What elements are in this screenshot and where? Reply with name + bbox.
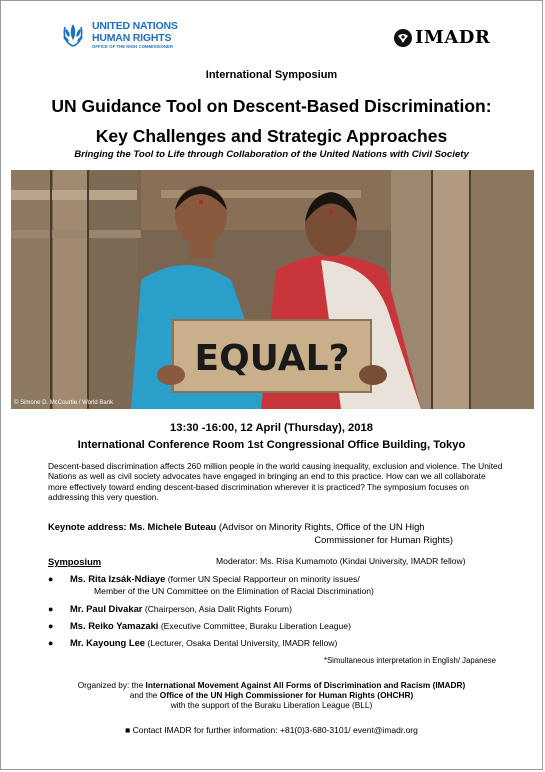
speaker-name: Mr. Paul Divakar [70,603,143,614]
speaker-detail: (Lecturer, Osaka Dental University, IMADR fellow) [147,638,338,648]
speaker-name: Ms. Reiko Yamazaki [70,620,159,631]
photo-illustration [11,170,534,409]
symposium-header [48,556,503,567]
organizer-ohchr: Office of the UN High Commissioner for Human Rights (OHCHR) [159,690,414,700]
organized-support: with the support of the Buraku Liberation League (BLL) [170,700,373,710]
un-human-rights-logo [59,21,178,49]
un-logo-line1: UNITED NATIONS [92,20,178,32]
event-type: International Symposium [205,69,338,81]
moderator: Moderator: Ms. Risa Kumamoto (Kindai University, IMADR fellow) [216,556,466,566]
sign-text: EQUAL? [194,338,350,379]
subtitle: Bringing the Tool to Life through Collaboration of the United Nations with Civil Society [74,149,469,160]
bullet-icon: ● [48,604,54,614]
contact-info: ■ Contact IMADR for further information: +81(0)3-680-3101/ event@imadr.org [125,725,418,735]
header [1,1,542,67]
interpretation-note: *Simultaneous interpretation in English/ Japanese [323,656,496,665]
imadr-logo [393,27,490,48]
un-emblem-icon [59,21,87,49]
speaker-detail: (former UN Special Rapporteur on minority issues/ [167,574,360,584]
keynote-detail-cont: Commissioner for Human Rights) [314,534,453,545]
event-photo [11,170,534,409]
event-datetime: 13:30 -16:00, 12 April (Thursday), 2018 [170,422,373,434]
un-logo-line2: HUMAN RIGHTS [92,31,172,44]
organizers [1,680,542,710]
photo-credit: © Simone D. McCourtie / World Bank [14,400,114,406]
sign-board [157,320,387,392]
speaker-name: Ms. Rita Izsák-Ndiaye [70,573,166,584]
event-venue: International Conference Room 1st Congressional Office Building, Tokyo [77,439,466,451]
imadr-emblem-icon [393,28,413,48]
imadr-logo-text: IMADR [415,27,491,48]
symposium-heading: Symposium [48,556,102,567]
title-line2: Key Challenges and Strategic Approaches [95,126,448,146]
bullet-icon: ● [48,621,54,631]
keynote-detail: (Advisor on Minority Rights, Office of the UN High [218,521,425,532]
keynote-address [48,520,503,546]
page-title [1,91,542,151]
speaker-detail-cont: Member of the UN Committee on the Elimination of Racial Discrimination) [94,586,374,596]
un-logo-line3: OFFICE OF THE HIGH COMMISSIONER [92,44,174,49]
title-line1: UN Guidance Tool on Descent-Based Discrimination: [51,96,492,116]
organized-prefix: Organized by: the [77,680,146,690]
bullet-icon: ● [48,574,54,584]
organized-and: and the [129,690,160,700]
speaker-detail: (Chairperson, Asia Dalit Rights Forum) [144,604,292,614]
speaker-detail: (Executive Committee, Buraku Liberation League) [160,621,351,631]
keynote-label: Keynote address: Ms. Michele Buteau [48,521,217,532]
organizer-imadr: International Movement Against All Forms of Discrimination and Racism (IMADR) [145,680,466,690]
event-description: Descent-based discrimination affects 260 million people in the world causing inequality, exclusion and violence. The United Nations as well as civil society advocates have engaged in bringing an end to this practice. How can we all collaborate more effectively toward ending descent-based discrimination wherever it is practiced? The symposium focuses on addressing this very question. [48,461,503,503]
speaker-name: Mr. Kayoung Lee [70,637,146,648]
bullet-icon: ● [48,638,54,648]
